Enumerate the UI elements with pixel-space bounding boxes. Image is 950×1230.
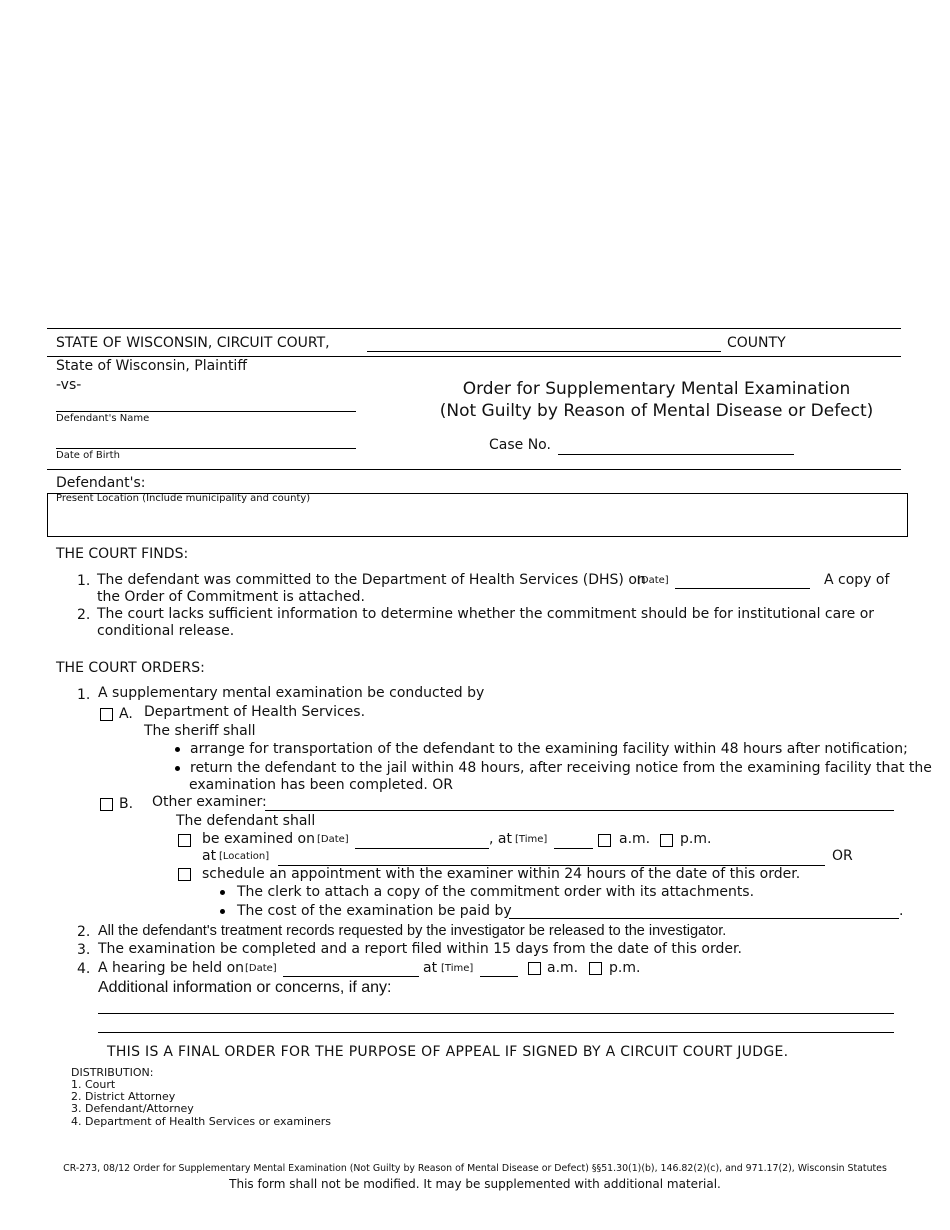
form-title-line1: Order for Supplementary Mental Examination — [462, 379, 851, 399]
cost-period: . — [899, 903, 904, 919]
location-label: [Location] — [219, 851, 270, 862]
court-finds-heading: THE COURT FINDS: — [56, 546, 189, 562]
exam-time-field[interactable] — [554, 848, 593, 849]
additional-info-line2[interactable] — [98, 1032, 894, 1033]
exam-pm-checkbox[interactable] — [660, 834, 673, 847]
exam-am-checkbox[interactable] — [598, 834, 611, 847]
additional-info-line1[interactable] — [98, 1013, 894, 1014]
examined-on-label: be examined on — [202, 831, 315, 847]
finds-item2-line2: conditional release. — [97, 623, 235, 639]
plaintiff-label: State of Wisconsin, Plaintiff — [56, 358, 247, 374]
sheriff-bullet2-line2: examination has been completed. OR — [189, 777, 454, 793]
option-a-label: A. — [119, 706, 133, 722]
form-title-line2: (Not Guilty by Reason of Mental Disease or Defect) — [439, 401, 874, 421]
option-b-label: B. — [119, 796, 134, 812]
distribution-item: 4. Department of Health Services or examiners — [71, 1115, 331, 1128]
bullet-icon — [175, 766, 180, 771]
defendant-name-field[interactable] — [56, 411, 356, 412]
court-label: STATE OF WISCONSIN, CIRCUIT COURT, — [56, 335, 330, 351]
orders-item4-num: 4. — [77, 961, 91, 977]
schedule-text: schedule an appointment with the examiner within 24 hours of the date of this order. — [202, 866, 801, 882]
hearing-pm-checkbox[interactable] — [589, 962, 602, 975]
orders-item1-text: A supplementary mental examination be conducted by — [98, 685, 485, 701]
additional-info-label: Additional information or concerns, if any: — [98, 979, 392, 996]
hearing-date-field[interactable] — [283, 976, 419, 977]
distribution-item: 2. District Attorney — [71, 1090, 176, 1103]
finds-item1-num: 1. — [77, 573, 91, 589]
exam-date-label: [Date] — [317, 834, 349, 845]
commitment-date-field[interactable] — [675, 588, 810, 589]
county-name-field[interactable] — [367, 351, 721, 352]
distribution-heading: DISTRIBUTION: — [71, 1066, 154, 1079]
distribution-item: 3. Defendant/Attorney — [71, 1102, 194, 1115]
cost-text: The cost of the examination be paid by — [237, 903, 512, 919]
bullet-icon — [175, 747, 180, 752]
finds-item1-copy: A copy of — [824, 572, 890, 588]
finds-item1-line2: the Order of Commitment is attached. — [97, 589, 365, 605]
dob-field[interactable] — [56, 448, 356, 449]
orders-item2-num: 2. — [77, 924, 91, 940]
vs-label: -vs- — [56, 377, 82, 393]
hearing-pm-label: p.m. — [609, 960, 641, 976]
sheriff-shall: The sheriff shall — [144, 723, 256, 739]
form-title — [420, 378, 893, 422]
defendants-label: Defendant's: — [56, 475, 146, 491]
orders-item4-text: A hearing be held on — [98, 960, 245, 976]
finds-item2-text: The court lacks sufficient information to determine whether the commitment should be for institutional care or — [97, 606, 875, 622]
caption-second-rule — [47, 356, 901, 357]
defendant-name-label: Defendant's Name — [56, 413, 150, 424]
case-no-field[interactable] — [558, 454, 794, 455]
clerk-text: The clerk to attach a copy of the commitment order with its attachments. — [237, 884, 755, 900]
orders-item3-text: The examination be completed and a report filed within 15 days from the date of this order. — [98, 941, 742, 957]
caption-bottom-rule — [47, 469, 901, 470]
form-footer-line: CR-273, 08/12 Order for Supplementary Mental Examination (Not Guilty by Reason of Mental Disease or Defect) §§51.30(1)(b), 146.82(2)(c), and 971.17(2), Wisconsin Statutes — [63, 1163, 887, 1174]
location-or: OR — [832, 848, 853, 864]
other-examiner-checkbox[interactable] — [100, 798, 113, 811]
orders-item1-num: 1. — [77, 687, 91, 703]
caption-top-rule — [47, 328, 901, 329]
sheriff-bullet2: return the defendant to the jail within 48 hours, after receiving notice from the examining facility that the — [190, 760, 932, 776]
dob-label: Date of Birth — [56, 450, 120, 461]
schedule-appointment-checkbox[interactable] — [178, 868, 191, 881]
hearing-am-label: a.m. — [547, 960, 579, 976]
be-examined-checkbox[interactable] — [178, 834, 191, 847]
exam-am-label: a.m. — [619, 831, 651, 847]
option-a-text: Department of Health Services. — [144, 704, 366, 720]
finds-item2-num: 2. — [77, 607, 91, 623]
orders-item3-num: 3. — [77, 942, 91, 958]
county-label: COUNTY — [727, 335, 786, 351]
other-examiner-field[interactable] — [265, 810, 894, 811]
court-orders-heading: THE COURT ORDERS: — [56, 660, 205, 676]
hearing-time-label: [Time] — [441, 963, 474, 974]
bullet-icon — [220, 890, 225, 895]
hearing-date-label: [Date] — [245, 963, 277, 974]
defendant-shall: The defendant shall — [176, 813, 316, 829]
location-at-label: at — [202, 848, 217, 864]
sheriff-bullet1: arrange for transportation of the defendant to the examining facility within 48 hours after notification; — [190, 741, 908, 757]
hearing-time-field[interactable] — [480, 976, 518, 977]
bullet-icon — [220, 909, 225, 914]
option-b-text: Other examiner: — [152, 794, 267, 810]
finds-date-label: [Date] — [637, 575, 669, 586]
exam-date-field[interactable] — [355, 848, 489, 849]
cost-paid-by-field[interactable] — [509, 918, 899, 919]
distribution-item: 1. Court — [71, 1078, 116, 1091]
present-location-label: Present Location (Include municipality and county) — [56, 493, 311, 504]
final-order-notice: THIS IS A FINAL ORDER FOR THE PURPOSE OF APPEAL IF SIGNED BY A CIRCUIT COURT JUDGE. — [107, 1044, 789, 1060]
form-footer-notice: This form shall not be modified. It may be supplemented with additional material. — [229, 1177, 721, 1191]
hearing-at-label: at — [423, 960, 438, 976]
dhs-checkbox[interactable] — [100, 708, 113, 721]
finds-item1-text: The defendant was committed to the Department of Health Services (DHS) on — [97, 572, 646, 588]
hearing-am-checkbox[interactable] — [528, 962, 541, 975]
exam-pm-label: p.m. — [680, 831, 712, 847]
exam-at-label: , at — [489, 831, 512, 847]
orders-item2-text: All the defendant's treatment records requested by the investigator be released to the investigator. — [98, 923, 727, 939]
exam-time-label: [Time] — [515, 834, 548, 845]
case-no-label: Case No. — [489, 437, 551, 453]
